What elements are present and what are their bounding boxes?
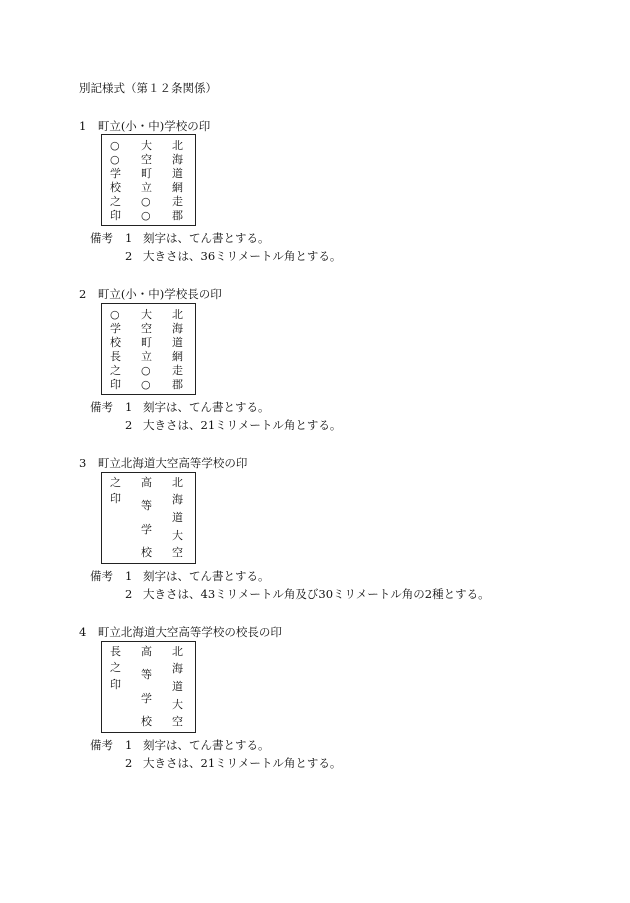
- note-2-number: 2: [125, 587, 133, 601]
- seal-char: 走: [172, 195, 183, 208]
- seal-char: ○: [141, 195, 151, 208]
- seal-char: 校: [141, 715, 152, 728]
- note-2-number: 2: [125, 249, 133, 263]
- seal-char: 印: [110, 209, 121, 222]
- seal-char: ○: [141, 364, 151, 377]
- seal-char: 道: [172, 680, 183, 693]
- seal-char: 網: [172, 181, 183, 194]
- seal-char: 空: [141, 322, 152, 335]
- note-1: 刻字は、てん書とする。: [143, 231, 270, 245]
- note-1: 刻字は、てん書とする。: [143, 738, 270, 752]
- seal-char: 高: [141, 476, 152, 489]
- seal-char: 海: [172, 662, 183, 675]
- seal-char: 道: [172, 511, 183, 524]
- seal-char: 大: [141, 308, 152, 321]
- seal-char: 海: [172, 493, 183, 506]
- seal-char: 走: [172, 364, 183, 377]
- seal-char: 大: [172, 529, 183, 542]
- seal-char: 等: [141, 499, 152, 512]
- seal-char: 海: [172, 322, 183, 335]
- note-2: 大きさは、36ミリメートル角とする。: [143, 249, 342, 263]
- seal-box: [101, 134, 196, 226]
- seal-char: 道: [172, 167, 183, 180]
- section-title: 1 町立(小・中)学校の印: [79, 119, 211, 133]
- notes-label: 備考: [90, 738, 113, 752]
- seal-char: 空: [172, 546, 183, 559]
- seal-box: [101, 303, 196, 395]
- seal-char: 学: [110, 167, 121, 180]
- seal-char: 印: [110, 492, 121, 505]
- seal-char: 印: [110, 378, 121, 391]
- seal-char: 北: [172, 139, 183, 152]
- note-1: 刻字は、てん書とする。: [143, 569, 270, 583]
- page-header: 別記様式（第１２条関係）: [79, 81, 217, 95]
- notes-label: 備考: [90, 231, 113, 245]
- seal-char: 印: [110, 678, 121, 691]
- seal-char: 学: [141, 692, 152, 705]
- seal-char: 長: [110, 350, 121, 363]
- seal-char: 校: [141, 546, 152, 559]
- seal-char: ○: [110, 308, 120, 321]
- note-2-number: 2: [125, 418, 133, 432]
- note-2: 大きさは、21ミリメートル角とする。: [143, 418, 342, 432]
- seal-char: 之: [110, 661, 121, 674]
- seal-char: 郡: [172, 378, 183, 391]
- seal-char: 之: [110, 476, 121, 489]
- seal-char: 大: [172, 698, 183, 711]
- seal-char: 学: [141, 523, 152, 536]
- seal-char: 町: [141, 336, 152, 349]
- section-title: 4 町立北海道大空高等学校の校長の印: [79, 625, 282, 639]
- section-title: 3 町立北海道大空高等学校の印: [79, 456, 248, 470]
- note-2: 大きさは、43ミリメートル角及び30ミリメートル角の2種とする。: [143, 587, 490, 601]
- note-2-number: 2: [125, 756, 133, 770]
- notes-label: 備考: [90, 569, 113, 583]
- note-1-number: 1: [125, 738, 133, 752]
- seal-box: [101, 641, 196, 733]
- seal-char: 之: [110, 364, 121, 377]
- section-title: 2 町立(小・中)学校長の印: [79, 287, 222, 301]
- seal-char: 学: [110, 322, 121, 335]
- seal-char: 北: [172, 476, 183, 489]
- seal-char: ○: [141, 378, 151, 391]
- seal-box: [101, 472, 196, 564]
- seal-char: ○: [141, 209, 151, 222]
- seal-char: 立: [141, 350, 152, 363]
- seal-char: 北: [172, 308, 183, 321]
- note-1-number: 1: [125, 400, 133, 414]
- seal-char: ○: [110, 139, 120, 152]
- seal-char: 網: [172, 350, 183, 363]
- seal-char: 校: [110, 336, 121, 349]
- seal-char: 之: [110, 195, 121, 208]
- notes-label: 備考: [90, 400, 113, 414]
- seal-char: ○: [110, 153, 120, 166]
- seal-char: 大: [141, 139, 152, 152]
- seal-char: 高: [141, 645, 152, 658]
- seal-char: 海: [172, 153, 183, 166]
- seal-char: 道: [172, 336, 183, 349]
- seal-char: 校: [110, 181, 121, 194]
- note-1-number: 1: [125, 569, 133, 583]
- seal-char: 郡: [172, 209, 183, 222]
- seal-char: 町: [141, 167, 152, 180]
- seal-char: 北: [172, 645, 183, 658]
- seal-char: 長: [110, 645, 121, 658]
- note-1: 刻字は、てん書とする。: [143, 400, 270, 414]
- note-2: 大きさは、21ミリメートル角とする。: [143, 756, 342, 770]
- note-1-number: 1: [125, 231, 133, 245]
- seal-char: 空: [172, 715, 183, 728]
- seal-char: 空: [141, 153, 152, 166]
- seal-char: 等: [141, 668, 152, 681]
- seal-char: 立: [141, 181, 152, 194]
